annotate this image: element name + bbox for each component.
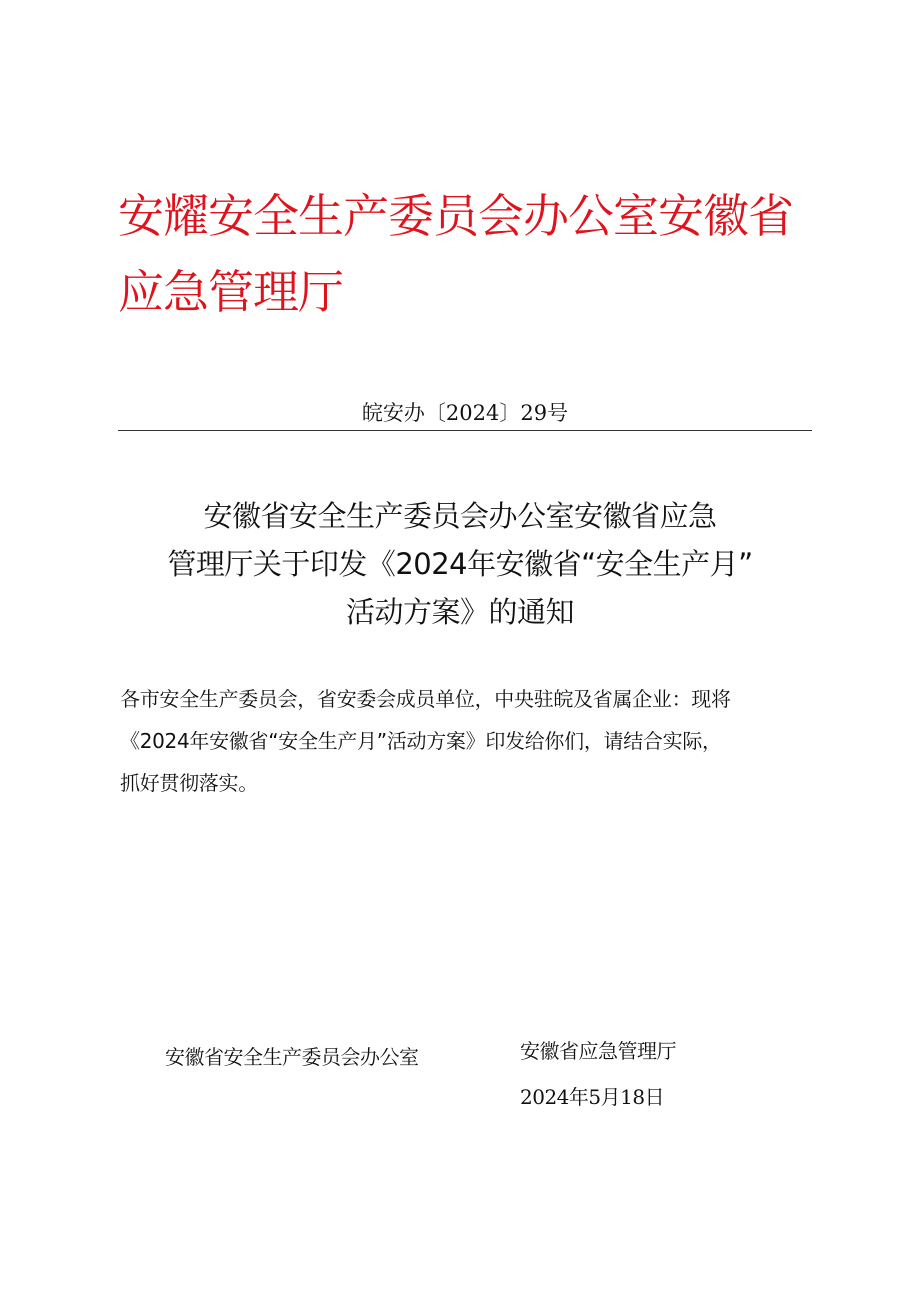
body-line: 抓好贯彻落实。 — [120, 771, 258, 795]
header-divider — [118, 430, 812, 431]
signature-left-org: 安徽省安全生产委员会办公室 — [165, 1045, 419, 1069]
notice-title-line: 管理厅关于印发《2024年安徽省“安全生产月” — [167, 547, 753, 581]
body-line: 《2024年安徽省“安全生产月”活动方案》印发给你们，请结合实际， — [120, 729, 722, 753]
notice-title-line: 活动方案》的通知 — [345, 595, 574, 629]
document-number: 皖安办〔2024〕29号 — [361, 401, 569, 425]
notice-title — [0, 492, 920, 636]
signature-date: 2024年5月18日 — [520, 1085, 665, 1109]
body-line: 各市安全生产委员会，省安委会成员单位，中央驻皖及省属企业：现将 — [120, 687, 731, 711]
notice-title-line: 安徽省安全生产委员会办公室安徽省应急 — [203, 499, 717, 533]
notice-body — [120, 678, 810, 804]
issuer-header-title: 安耀安全生产委员会办公室安徽省应急管理厅 — [118, 189, 793, 319]
signature-right-org: 安徽省应急管理厅 — [520, 1039, 676, 1063]
